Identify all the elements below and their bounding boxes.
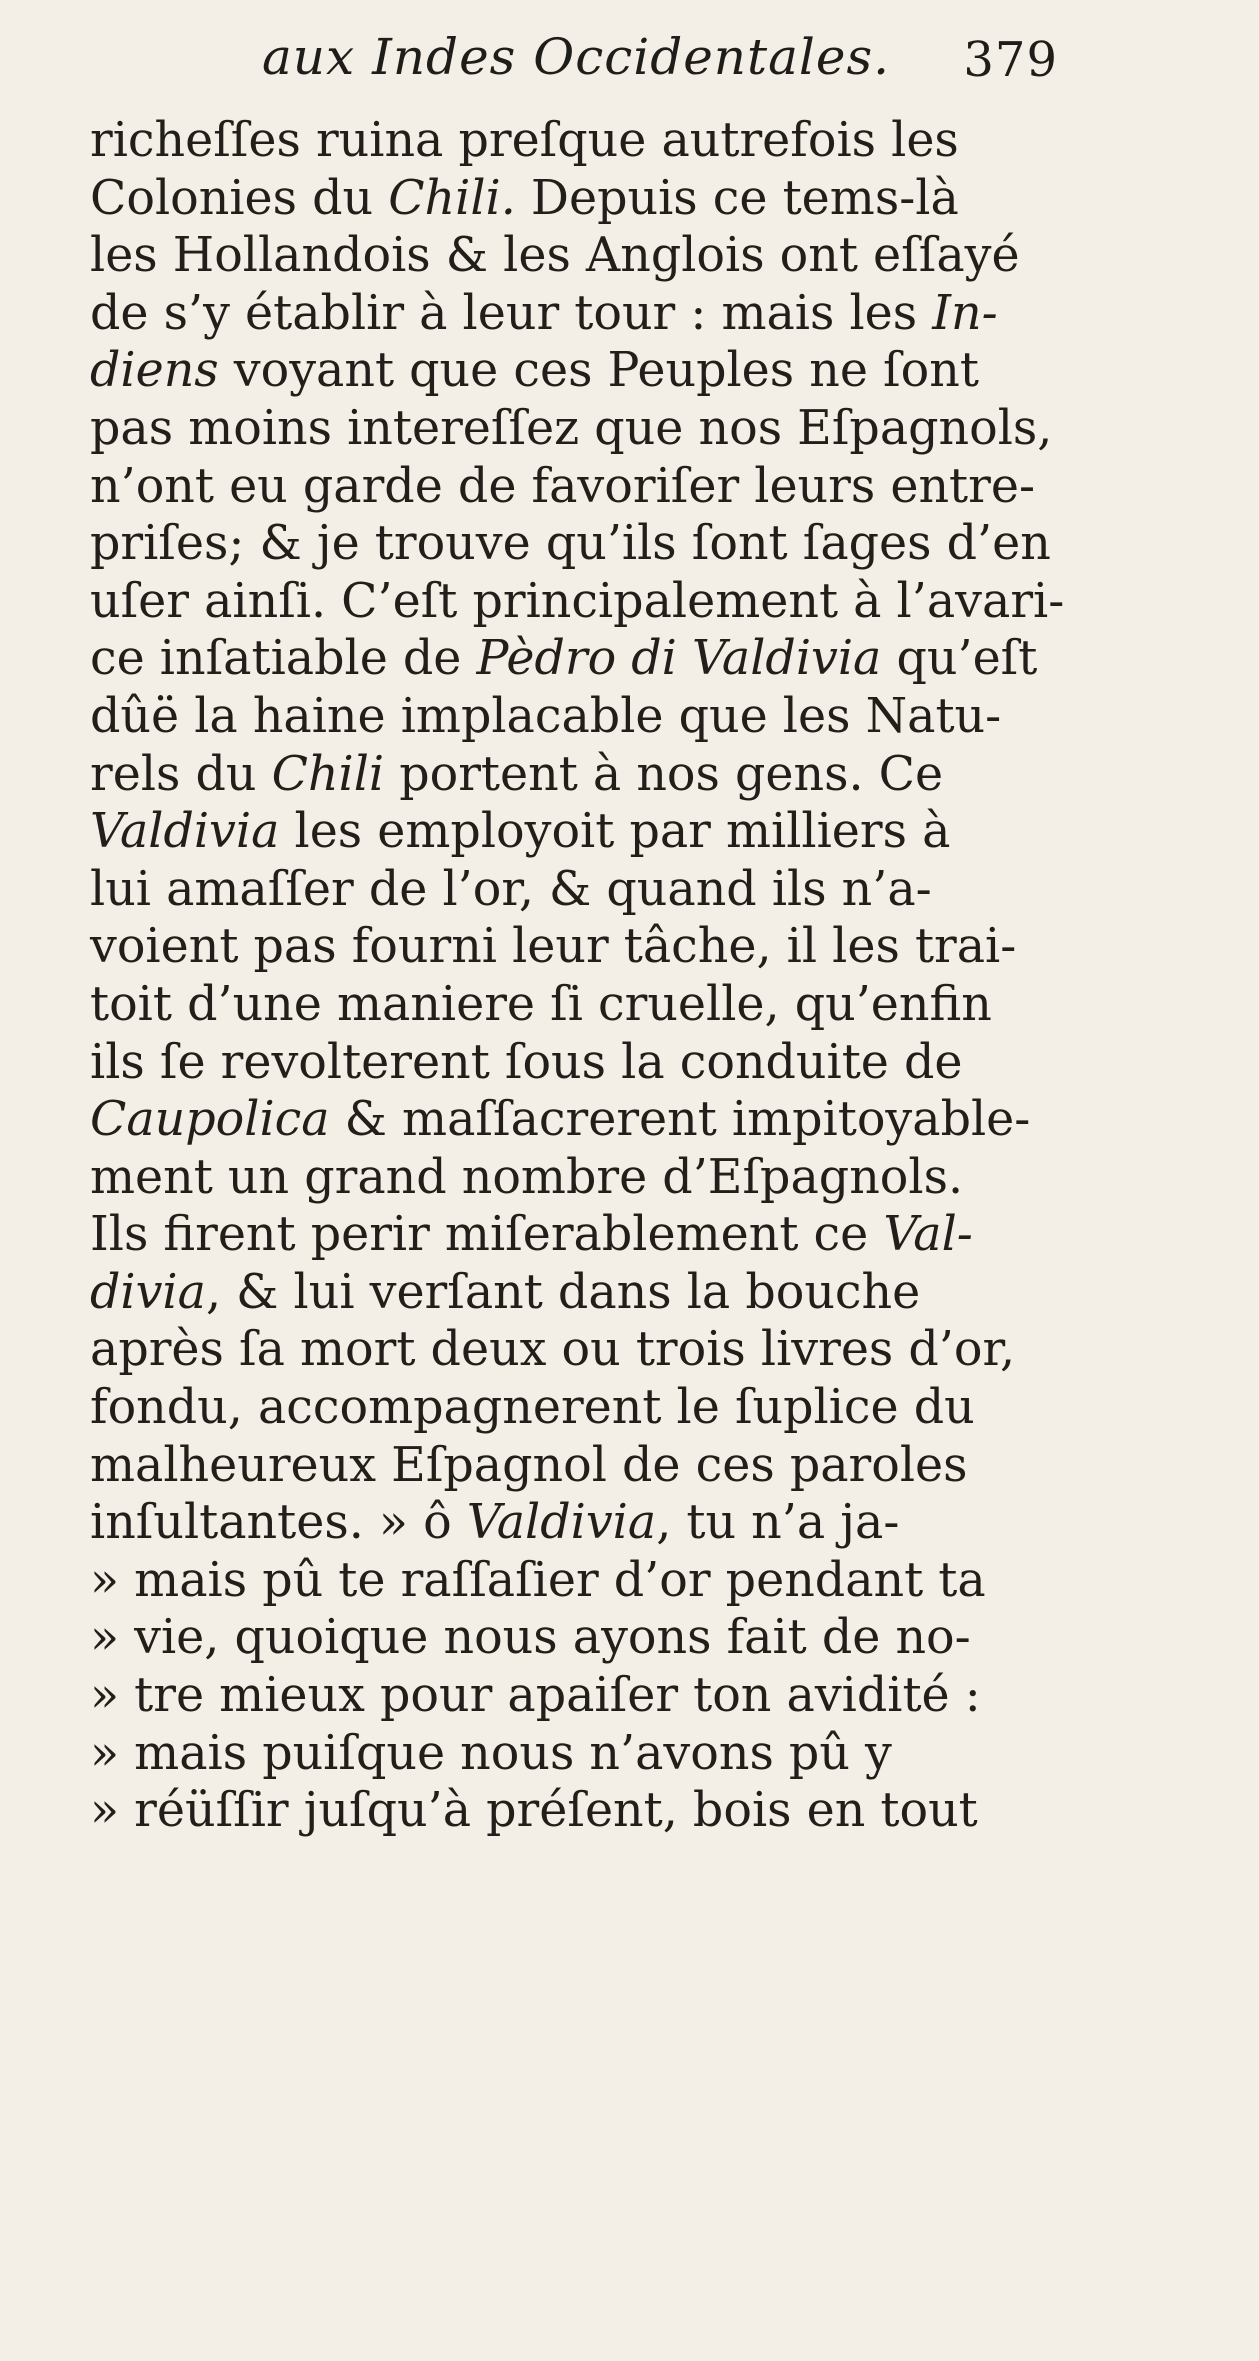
text-line [90, 342, 1080, 400]
text-segment: , tu n’a ja- [656, 1495, 900, 1551]
text-segment: Ils firent perir miſerablement ce [90, 1207, 884, 1263]
italic-text: In- [932, 285, 998, 341]
text-line [90, 1034, 1080, 1092]
text-line [90, 1379, 1080, 1437]
text-line [90, 1667, 1080, 1725]
text-segment: ce inſatiable de [90, 631, 477, 687]
text-segment: pas moins intereſſez que nos Eſpagnols, [90, 400, 1053, 456]
text-segment: » mais puiſque nous n’avons pû y [90, 1725, 892, 1781]
text-line [90, 1264, 1080, 1322]
text-line [90, 1552, 1080, 1610]
text-segment: n’ont eu garde de favoriſer leurs entre- [90, 458, 1035, 514]
text-segment: voyant que ces Peuples ne ſont [218, 343, 979, 399]
text-line [90, 861, 1080, 919]
text-segment: portent à nos gens. Ce [384, 746, 944, 802]
text-segment: inſultantes. » ô [90, 1495, 467, 1551]
text-segment: après ſa mort deux ou trois livres d’or, [90, 1322, 1016, 1378]
text-segment: rels du [90, 746, 272, 802]
italic-text: diens [90, 343, 219, 399]
text-segment: les employoit par milliers à [279, 804, 951, 860]
text-line [90, 112, 1080, 170]
text-line [90, 1494, 1080, 1552]
italic-text: Caupolica [90, 1092, 330, 1148]
text-line [90, 400, 1080, 458]
text-line [90, 1091, 1080, 1149]
text-segment: » vie, quoique nous ayons fait de no- [90, 1610, 971, 1666]
text-segment: richeſſes ruina preſque autrefois les [90, 113, 959, 168]
text-segment: & maſſacrerent impitoyable- [329, 1092, 1031, 1148]
text-segment: voient pas fourni leur tâche, il les trai- [90, 919, 1017, 975]
italic-text: Val- [883, 1207, 973, 1263]
text-line [90, 803, 1080, 861]
text-segment: priſes; & je trouve qu’ils ſont ſages d’en [90, 516, 1051, 572]
text-segment: » mais pû te raſſaſier d’or pendant ta [90, 1552, 986, 1608]
text-segment: de s’y établir à leur tour : mais les [90, 285, 933, 341]
text-segment: Colonies du [90, 170, 389, 226]
text-line [90, 976, 1080, 1034]
text-segment: uſer ainſi. C’eſt principalement à l’avari- [90, 573, 1065, 629]
page-number: 379 [963, 32, 1058, 88]
text-line [90, 746, 1080, 804]
page-header [262, 28, 1082, 108]
text-segment: fondu, accompagnerent le ſuplice du [90, 1380, 975, 1436]
text-line [90, 918, 1080, 976]
text-line [90, 515, 1080, 573]
text-segment: ils ſe revolterent ſous la conduite de [90, 1034, 963, 1090]
text-segment: dûë la haine implacable que les Natu- [90, 688, 1002, 744]
italic-text: divia [90, 1264, 206, 1320]
text-line [90, 1782, 1080, 1840]
text-line [90, 573, 1080, 631]
text-line [90, 458, 1080, 516]
text-segment: Depuis ce tems-là [515, 170, 959, 226]
text-line [90, 1321, 1080, 1379]
text-line [90, 285, 1080, 343]
text-segment: toit d’une maniere ſi cruelle, qu’enfin [90, 976, 992, 1032]
italic-text: Pèdro di Valdivia [476, 631, 882, 687]
italic-text: Valdivia [90, 804, 280, 860]
text-line [90, 1206, 1080, 1264]
text-segment: » tre mieux pour apaiſer ton avidité : [90, 1668, 981, 1724]
text-segment: lui amaſſer de l’or, & quand ils n’a- [90, 861, 932, 917]
text-line [90, 630, 1080, 688]
text-segment: malheureux Eſpagnol de ces paroles [90, 1437, 968, 1493]
text-line [90, 1437, 1080, 1495]
text-segment: qu’eſt [881, 631, 1038, 687]
text-segment: » réüſſir juſqu’à préſent, bois en tout [90, 1783, 978, 1839]
body-text [90, 112, 1080, 1840]
text-line [90, 1149, 1080, 1207]
text-line [90, 170, 1080, 228]
text-line [90, 688, 1080, 746]
italic-text: Chili. [388, 170, 516, 226]
text-segment: les Hollandois & les Anglois ont eſſayé [90, 228, 1020, 284]
italic-text: Chili [271, 746, 385, 802]
text-segment: ment un grand nombre d’Eſpagnols. [90, 1149, 964, 1205]
running-head: aux Indes Occidentales. [262, 28, 891, 86]
text-line [90, 227, 1080, 285]
text-line [90, 1609, 1080, 1667]
text-segment: , & lui verſant dans la bouche [205, 1264, 921, 1320]
italic-text: Valdivia [466, 1495, 657, 1551]
text-line [90, 1725, 1080, 1783]
